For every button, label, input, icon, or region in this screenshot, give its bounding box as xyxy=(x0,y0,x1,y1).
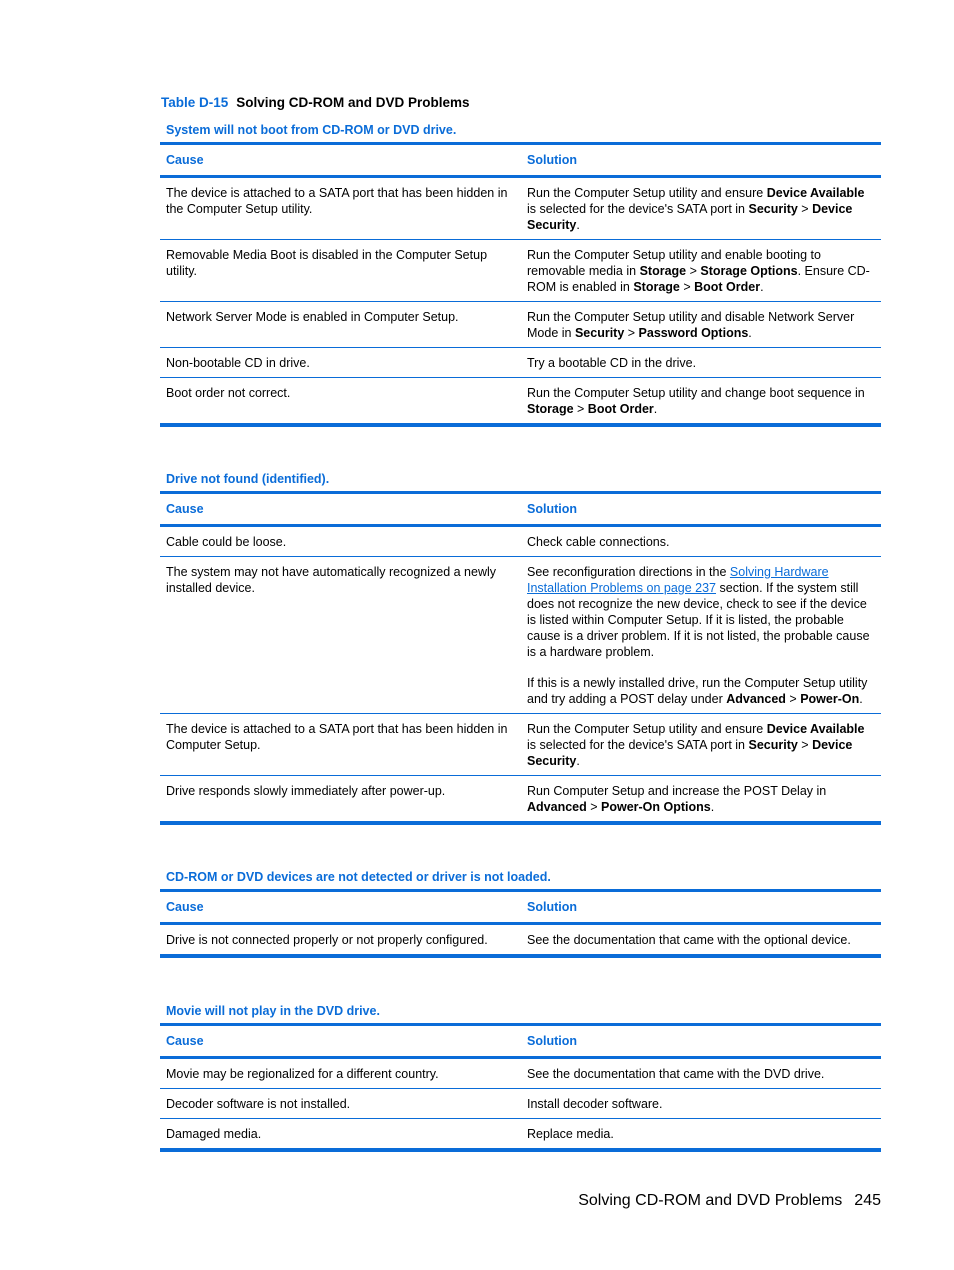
table-row xyxy=(160,776,881,824)
solution-header: Solution xyxy=(527,900,577,914)
cause-cell: Movie may be regionalized for a different country. xyxy=(166,1067,439,1081)
solution-cell: Run Computer Setup and increase the POST Delay in Advanced > Power-On Options. xyxy=(527,784,827,814)
solution-cell: Run the Computer Setup utility and change boot sequence in Storage > Boot Order. xyxy=(527,386,865,416)
solution-cell: See reconfiguration directions in the Solving Hardware Installation Problems on page 237 section. If the system still does not recognize the new device, check to see if the device is listed within Computer Setup. If it is listed, the probable cause is a driver problem. If it is not listed, the probable cause is a hardware problem. If this is a newly installed drive, run the Computer Setup utility and try adding a POST delay under Advanced > Power-On. xyxy=(521,557,881,714)
table-row xyxy=(160,348,881,378)
table-row xyxy=(160,924,881,957)
troubleshooting-table xyxy=(160,142,881,427)
table-header-row xyxy=(160,891,881,924)
section-title: CD-ROM or DVD devices are not detected or driver is not loaded. xyxy=(166,870,551,884)
solution-header: Solution xyxy=(527,502,577,516)
solution-cell: Run the Computer Setup utility and ensure Device Available is selected for the device's SATA port in Security > Device Security. xyxy=(527,722,865,768)
cause-cell: Cable could be loose. xyxy=(166,535,287,549)
page-number: 245 xyxy=(854,1192,881,1209)
solution-paragraph: If this is a newly installed drive, run the Computer Setup utility and try adding a POST delay under Advanced > Power-On. xyxy=(527,676,868,706)
table-row xyxy=(160,240,881,302)
section-title: System will not boot from CD-ROM or DVD drive. xyxy=(166,123,457,137)
cause-cell: Drive is not connected properly or not properly configured. xyxy=(166,933,488,947)
solution-cell: Install decoder software. xyxy=(527,1097,663,1111)
page-footer xyxy=(578,1192,881,1210)
solution-cell: Replace media. xyxy=(527,1127,614,1141)
solution-header: Solution xyxy=(527,153,577,167)
table-row xyxy=(160,714,881,776)
table-row xyxy=(160,1119,881,1151)
section-title: Movie will not play in the DVD drive. xyxy=(166,1004,380,1018)
cause-header: Cause xyxy=(166,153,204,167)
table-row xyxy=(160,302,881,348)
section-movie-not-play xyxy=(160,999,881,1152)
cause-cell: The device is attached to a SATA port that has been hidden in Computer Setup. xyxy=(166,722,508,752)
troubleshooting-table xyxy=(160,889,881,958)
cause-cell: The device is attached to a SATA port that has been hidden in the Computer Setup utility. xyxy=(166,186,508,216)
table-row xyxy=(160,1058,881,1089)
cause-cell: Drive responds slowly immediately after power-up. xyxy=(166,784,446,798)
solution-cell: See the documentation that came with the DVD drive. xyxy=(527,1067,825,1081)
table-header-row xyxy=(160,493,881,526)
table-row xyxy=(160,378,881,426)
troubleshooting-table xyxy=(160,491,881,825)
cause-header: Cause xyxy=(166,1034,204,1048)
solution-cell: Run the Computer Setup utility and enable booting to removable media in Storage > Storage Options. Ensure CD-ROM is enabled in Storage > Boot Order. xyxy=(527,248,870,294)
table-title xyxy=(161,95,470,110)
section-boot xyxy=(160,118,881,427)
solution-cell: Try a bootable CD in the drive. xyxy=(527,356,697,370)
cause-header: Cause xyxy=(166,900,204,914)
cause-cell: Boot order not correct. xyxy=(166,386,291,400)
cause-cell: Decoder software is not installed. xyxy=(166,1097,351,1111)
cross-reference-link[interactable]: Solving Hardware Installation Problems on page 237 xyxy=(527,565,829,595)
table-row xyxy=(160,1089,881,1119)
cause-cell: Damaged media. xyxy=(166,1127,262,1141)
table-label: Table D-15 xyxy=(161,95,229,110)
table-row xyxy=(160,177,881,240)
cause-header: Cause xyxy=(166,502,204,516)
solution-cell: Run the Computer Setup utility and disable Network Server Mode in Security > Password Options. xyxy=(527,310,855,340)
cause-cell: Network Server Mode is enabled in Computer Setup. xyxy=(166,310,459,324)
cause-cell: Removable Media Boot is disabled in the Computer Setup utility. xyxy=(166,248,488,278)
footer-section-name: Solving CD-ROM and DVD Problems xyxy=(578,1192,843,1209)
section-drive-not-found xyxy=(160,467,881,825)
table-header-row xyxy=(160,1025,881,1058)
table-header-row xyxy=(160,144,881,177)
table-row xyxy=(160,557,881,714)
troubleshooting-table xyxy=(160,1023,881,1152)
table-title-text: Solving CD-ROM and DVD Problems xyxy=(236,95,470,110)
cause-cell: Non-bootable CD in drive. xyxy=(166,356,310,370)
solution-cell: Run the Computer Setup utility and ensure Device Available is selected for the device's SATA port in Security > Device Security. xyxy=(527,186,865,232)
cause-cell: The system may not have automatically recognized a newly installed device. xyxy=(166,565,497,595)
section-not-detected xyxy=(160,865,881,958)
section-title: Drive not found (identified). xyxy=(166,472,330,486)
solution-cell: See the documentation that came with the optional device. xyxy=(527,933,851,947)
solution-cell: Check cable connections. xyxy=(527,535,670,549)
solution-header: Solution xyxy=(527,1034,577,1048)
table-row xyxy=(160,526,881,557)
